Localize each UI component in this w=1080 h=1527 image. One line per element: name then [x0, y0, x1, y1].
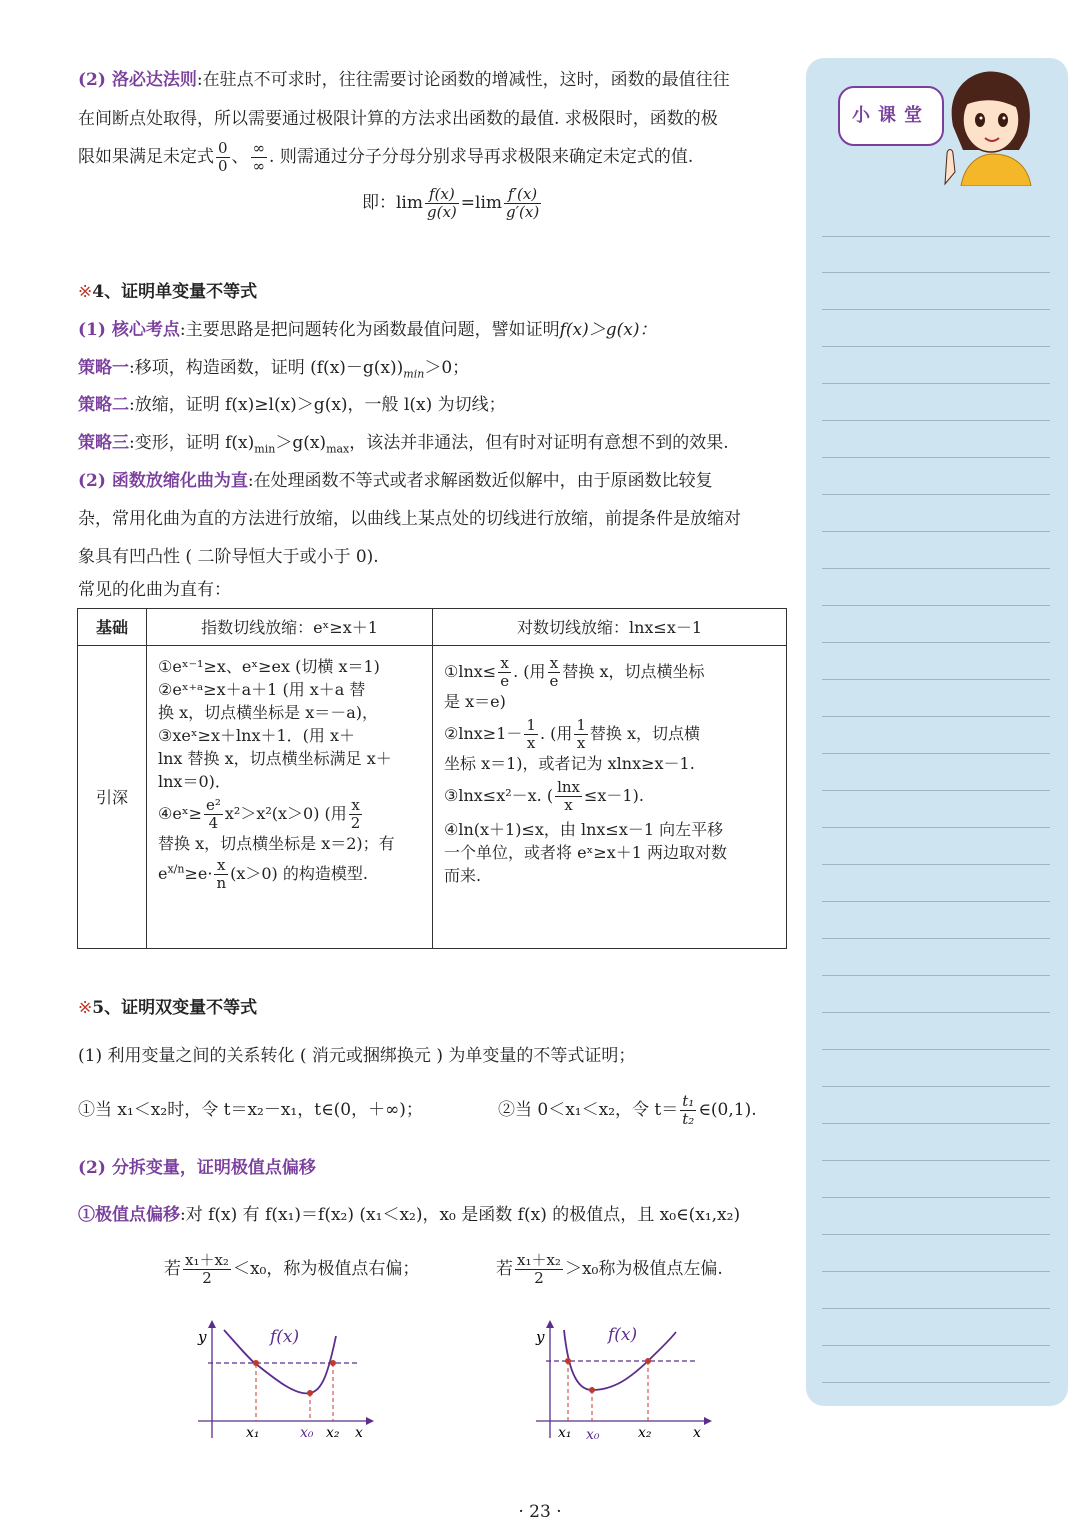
left-shift: 若 $\frac{\text{x₁＋x₂}}{2}$ ＞x₀称为极值点左偏. — [496, 1251, 723, 1287]
table-header-basis: 基础 — [78, 609, 147, 646]
point-x0 — [589, 1387, 595, 1393]
note-line — [822, 679, 1050, 680]
sec5-case2: ②当 0＜x₁＜x₂，令 t＝ $\frac{\text{t₁}}{\text{t₂}}$ ∈(0,1). — [498, 1092, 757, 1128]
note-line — [822, 753, 1050, 754]
x-label: x — [693, 1425, 701, 1441]
fraction-0-0: $\frac{0}{0}$ — [218, 139, 228, 175]
x-label: x — [355, 1425, 363, 1441]
curve-to-line-p2: 杂，常用化曲为直的方法进行放缩，以曲线上某点处的切线进行放缩，前提条件是放缩对 — [78, 509, 741, 529]
table-cell-log: ①lnx≤ $\frac{x}{e}$ . (用 $\frac{x}{e}$ 替换 x，切点横坐标 是 x＝e) ②lnx≥1－ $\frac{1}{x}$ . (用 $\frac{1}{x}$ 替换 x，切点横 坐标 x＝1)，或者记为 xlnx≥x－1. ③lnx≤x²－x. ( $\frac{\ln x}{x}$ ≤x－1). ④ln(x＋1)≤x，由 lnx≤x－1 向左平移 一个单位，或者将 eˣ≥x＋1 两边取对数 而来. — [433, 646, 787, 949]
curve-to-line-p1: (2) 函数放缩化曲为直:在处理函数不等式或者求解函数近似解中，由于原函数比较复 — [78, 471, 713, 491]
x-axis-arrow — [366, 1417, 374, 1425]
note-line — [822, 494, 1050, 495]
note-line — [822, 1382, 1050, 1383]
table-header-exp: 指数切线放缩：eˣ≥x＋1 — [147, 609, 433, 646]
note-line — [822, 975, 1050, 976]
note-line — [822, 827, 1050, 828]
point-x1 — [565, 1358, 571, 1364]
note-line — [822, 568, 1050, 569]
note-line — [822, 716, 1050, 717]
note-line — [822, 1308, 1050, 1309]
teacher-illustration-icon — [935, 66, 1040, 186]
table-row-label: 引深 — [78, 646, 147, 949]
sec5-case1: ①当 x₁＜x₂时，令 t＝x₂－x₁，t∈(0，＋∞)； — [78, 1100, 423, 1120]
right-shift: 若 $\frac{\text{x₁＋x₂}}{2}$ ＜x₀，称为极值点右偏； — [164, 1251, 420, 1287]
y-axis-arrow — [546, 1320, 554, 1328]
fraction-inf-inf: $\frac{\infty}{\infty}$ — [252, 139, 266, 175]
note-line — [822, 457, 1050, 458]
sidebar-title: 小课堂 — [838, 86, 944, 146]
table-row — [78, 646, 787, 949]
point-x0 — [307, 1390, 313, 1396]
note-line — [822, 605, 1050, 606]
point-x1 — [253, 1360, 259, 1366]
note-line — [822, 531, 1050, 532]
f-label: f(x) — [608, 1325, 638, 1345]
note-line — [822, 1123, 1050, 1124]
note-line — [822, 420, 1050, 421]
note-line — [822, 236, 1050, 237]
strategy-3: 策略三:变形，证明 $f(x)_{min}>g(x)_{max}$，该法并非通法，但有时对证明有意想不到的效果. — [78, 433, 729, 456]
sec5-p1: (1) 利用变量之间的关系转化 ( 消元或捆绑换元 ) 为单变量的不等式证明； — [78, 1046, 636, 1066]
x-axis-arrow — [704, 1417, 712, 1425]
x2-label: x₂ — [326, 1425, 340, 1441]
graph-left-shift — [528, 1318, 718, 1446]
note-line — [822, 642, 1050, 643]
scaling-table — [77, 608, 787, 949]
note-line — [822, 1197, 1050, 1198]
x0-label: x₀ — [300, 1425, 314, 1441]
s2-line2: 在间断点处取得，所以需要通过极限计算的方法求出函数的最值. 求极限时，函数的极 — [78, 109, 718, 129]
page-number: · 23 · — [518, 1502, 562, 1522]
table-cell-exp: ①eˣ⁻¹≥x、eˣ≥ex (切横 x＝1) ②eˣ⁺ᵃ≥x＋a＋1 (用 x＋a 替 换 x，切点横坐标是 x＝－a)， ③xeˣ≥x＋lnx＋1．(用 x＋ lnx 替换 x，切点横坐标满足 x＋ lnx＝0)． ④eˣ≥ $\frac{\text{e²}}{4}$ x²＞x²(x＞0) (用 $\frac{x}{2}$ 替换 x，切点横坐标是 x＝2)；有 $e^{x/n}\ge e\cdot$ $\frac{x}{n}$ (x＞0) 的构造模型. — [147, 646, 433, 949]
note-line — [822, 309, 1050, 310]
x2-label: x₂ — [638, 1425, 652, 1441]
point-x2 — [330, 1360, 336, 1366]
lhopital-title: (2) 洛必达法则 — [78, 70, 197, 90]
note-line — [822, 790, 1050, 791]
y-axis-arrow — [208, 1320, 216, 1328]
lhopital-formula: 即：lim $\frac{f(x)}{g(x)}$ =lim $\frac{f'(x)}{g'(x)}$ — [362, 185, 540, 221]
x1-label: x₁ — [558, 1425, 572, 1441]
x0-label: x₀ — [586, 1427, 600, 1443]
note-line — [822, 1049, 1050, 1050]
extreme-shift-def: ①极值点偏移:对 f(x) 有 f(x₁)＝f(x₂) (x₁＜x₂)，x₀ 是函数 f(x) 的极值点，且 x₀∈(x₁,x₂) — [78, 1205, 741, 1225]
table-header-log: 对数切线放缩：lnx≤x－1 — [433, 609, 787, 646]
core-point: (1) 核心考点:主要思路是把问题转化为函数最值问题，譬如证明f(x)＞g(x)： — [78, 320, 657, 340]
y-label: y — [198, 1328, 207, 1346]
s2-line3: 限如果满足未定式 $\frac{0}{0}$ 、 $\frac{\infty}{\infty}$ . 则需通过分子分母分别求导再求极限来确定未定式的值. — [78, 139, 694, 175]
s2-line1: (2) 洛必达法则:在驻点不可求时，往往需要讨论函数的增减性，这时，函数的最值往往 — [78, 70, 730, 90]
section-4-heading: ※4、证明单变量不等式 — [78, 282, 258, 302]
y-label: y — [536, 1328, 545, 1346]
notes-sidebar — [806, 58, 1068, 1406]
note-line — [822, 1271, 1050, 1272]
note-line — [822, 1345, 1050, 1346]
note-line — [822, 1234, 1050, 1235]
note-line — [822, 864, 1050, 865]
table-header-row — [78, 609, 787, 646]
note-line — [822, 272, 1050, 273]
strategy-2: 策略二:放缩，证明 f(x)≥l(x)＞g(x)，一般 l(x) 为切线； — [78, 395, 506, 415]
f-label: f(x) — [270, 1327, 300, 1347]
note-line — [822, 346, 1050, 347]
strategy-1: 策略一:移项，构造函数，证明 $(f(x)-g(x))_{min}>0$； — [78, 358, 470, 381]
note-line — [822, 383, 1050, 384]
point-x2 — [645, 1358, 651, 1364]
note-line — [822, 938, 1050, 939]
common-label: 常见的化曲为直有： — [78, 580, 231, 600]
sec5-p2: (2) 分拆变量，证明极值点偏移 — [78, 1158, 316, 1178]
x1-label: x₁ — [246, 1425, 260, 1441]
note-line — [822, 1012, 1050, 1013]
section-5-heading: ※5、证明双变量不等式 — [78, 998, 258, 1018]
curve-to-line-p3: 象具有凹凸性 ( 二阶导恒大于或小于 0). — [78, 547, 379, 567]
note-line — [822, 1160, 1050, 1161]
note-line — [822, 901, 1050, 902]
note-line — [822, 1086, 1050, 1087]
graph-right-shift — [190, 1318, 380, 1446]
